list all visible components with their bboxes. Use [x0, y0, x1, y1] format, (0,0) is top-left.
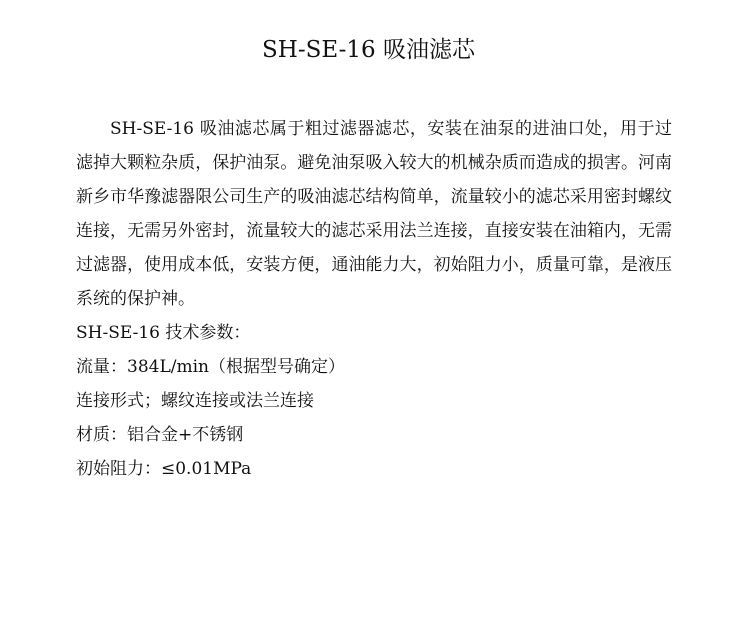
spec-material: 材质：铝合金+不锈钢: [76, 425, 244, 445]
spec-connection: 连接形式；螺纹连接或法兰连接: [76, 391, 314, 411]
spec-flow: 流量：384L/min（根据型号确定）: [76, 357, 345, 377]
spec-initial-resistance: 初始阻力：≤0.01MPa: [76, 459, 252, 479]
intro-paragraph: SH-SE-16 吸油滤芯属于粗过滤器滤芯，安装在油泵的进油口处，用于过滤掉大颗粒杂质，保护油泵。避免油泵吸入较大的机械杂质而造成的损害。河南新乡市华豫滤器限公司生产的吸油滤芯结构简单，流量较小的滤芯采用密封螺纹连接，无需另外密封，流量较大的滤芯采用法兰连接，直接安装在油箱内，无需过滤器，使用成本低，安装方便，通油能力大，初始阻力小，质量可靠，是液压系统的保护神。: [76, 119, 672, 309]
page-title: SH-SE-16 吸油滤芯: [262, 37, 475, 63]
article-body: [76, 112, 672, 486]
specs-heading: SH-SE-16 技术参数：: [76, 323, 251, 343]
